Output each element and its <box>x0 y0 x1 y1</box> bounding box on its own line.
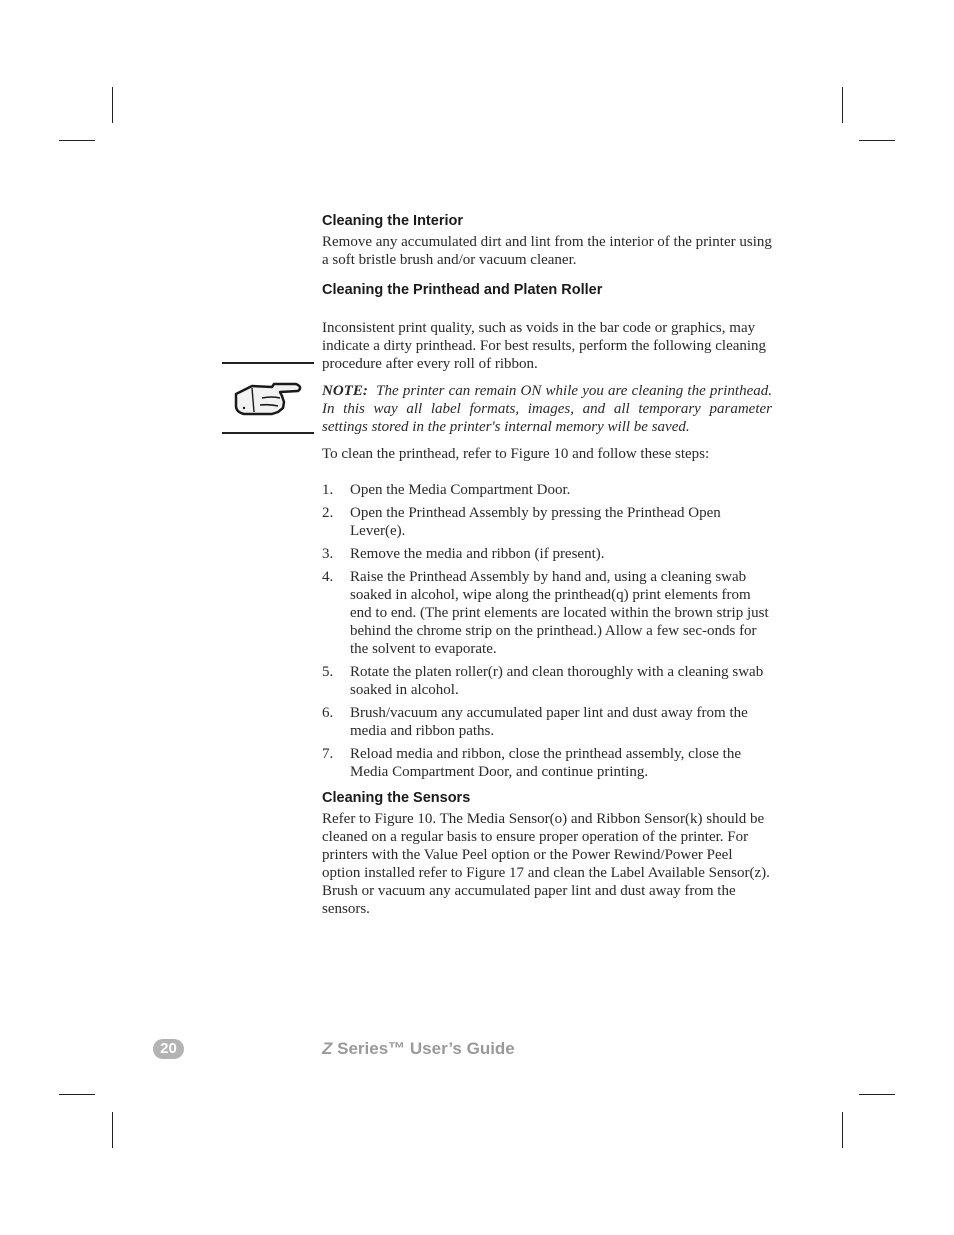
list-item: 3. Remove the media and ribbon (if present). <box>322 546 605 562</box>
note-label: NOTE: <box>322 383 368 399</box>
crop-mark <box>59 140 95 141</box>
list-item: 2. Open the Printhead Assembly by pressing the Printhead Open Lever(e). <box>322 505 721 539</box>
note-rule-top <box>222 362 314 364</box>
crop-mark <box>112 87 113 123</box>
list-item: 7. Reload media and ribbon, close the printhead assembly, close the Media Compartment Door, and continue printing. <box>322 746 741 780</box>
page-number-badge: 20 <box>153 1039 184 1059</box>
footer-title <box>322 1038 515 1060</box>
list-item: 5. Rotate the platen roller(r) and clean thoroughly with a cleaning swab soaked in alcohol. <box>322 664 764 698</box>
footer-brand: Z <box>322 1039 333 1058</box>
printhead-steps-list <box>322 481 772 781</box>
crop-mark <box>859 140 895 141</box>
printhead-lead-paragraph: To clean the printhead, refer to Figure 10 and follow these steps: <box>322 446 710 462</box>
crop-mark <box>59 1094 95 1095</box>
heading-cleaning-interior: Cleaning the Interior <box>322 213 463 229</box>
heading-cleaning-sensors: Cleaning the Sensors <box>322 790 471 806</box>
list-item: 1. Open the Media Compartment Door. <box>322 482 571 498</box>
list-item: 4. Raise the Printhead Assembly by hand and, using a cleaning swab soaked in alcohol, wipe along the printhead(q) print elements from end to end. (The print elements are located within the brown strip just behind the chrome strip on the printhead.) Allow a few sec-onds for the solvent to evaporate. <box>322 569 769 657</box>
note-paragraph <box>322 382 772 436</box>
pointing-hand-icon <box>232 378 306 422</box>
footer-guide-title: Series™ User’s Guide <box>337 1039 515 1058</box>
crop-mark <box>859 1094 895 1095</box>
note-text: The printer can remain ON while you are cleaning the printhead. In this way all label formats, images, and all temporary parameter settings stored in the printer's internal memory will be saved. <box>322 383 772 435</box>
printhead-intro-paragraph: Inconsistent print quality, such as voids in the bar code or graphics, may indicate a dirty printhead. For best results, perform the following cleaning procedure after every roll of ribbon. <box>322 320 767 372</box>
list-item: 6. Brush/vacuum any accumulated paper lint and dust away from the media and ribbon paths. <box>322 705 748 739</box>
heading-cleaning-printhead: Cleaning the Printhead and Platen Roller <box>322 282 603 298</box>
sensors-paragraph: Refer to Figure 10. The Media Sensor(o) and Ribbon Sensor(k) should be cleaned on a regular basis to ensure proper operation of the printer. For printers with the Value Peel option or the Power Rewind/Power Peel option installed refer to Figure 17 and clean the Label Available Sensor(z). Brush or vacuum any accumulated paper lint and dust away from the sensors. <box>322 811 770 917</box>
crop-mark <box>842 87 843 123</box>
note-rule-bottom <box>222 432 314 434</box>
interior-paragraph: Remove any accumulated dirt and lint from the interior of the printer using a soft bristle brush and/or vacuum cleaner. <box>322 234 772 268</box>
crop-mark <box>112 1112 113 1148</box>
main-content <box>322 212 772 918</box>
crop-mark <box>842 1112 843 1148</box>
